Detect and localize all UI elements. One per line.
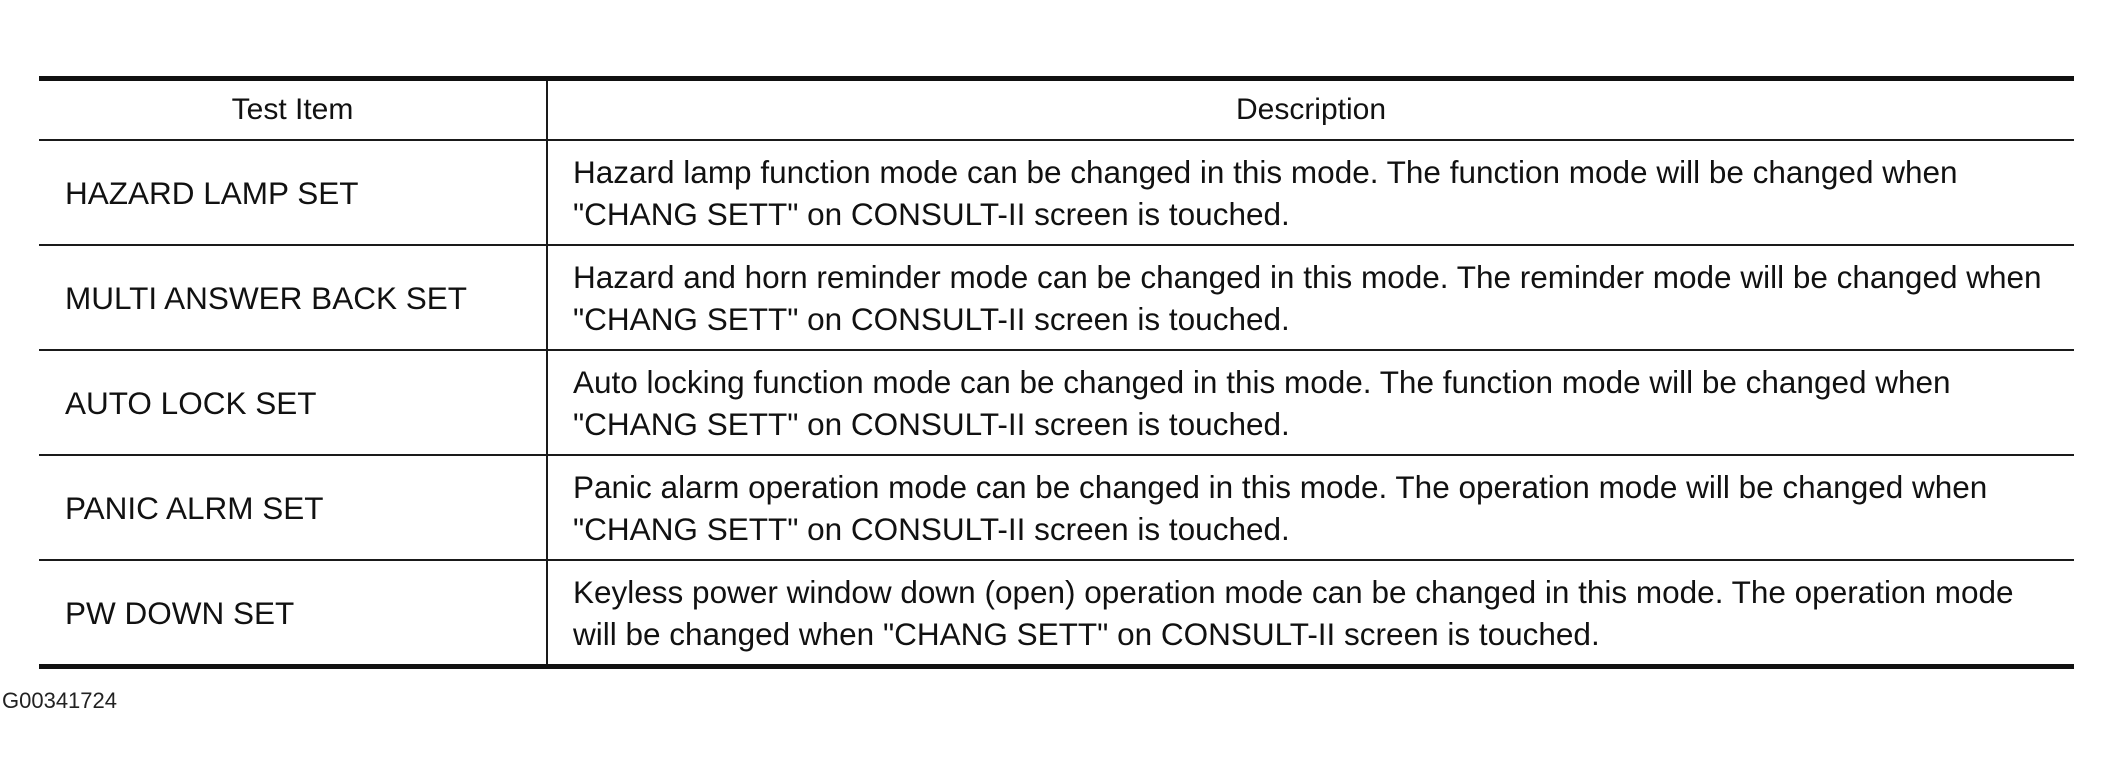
table-row — [39, 350, 2074, 455]
figure-id: G00341724 — [2, 688, 117, 713]
table-header-row — [39, 79, 2074, 141]
table-row — [39, 560, 2074, 667]
table-row — [39, 455, 2074, 560]
test-item-cell: MULTI ANSWER BACK SET — [39, 245, 547, 350]
header-test-item: Test Item — [39, 79, 547, 141]
description-cell: Auto locking function mode can be changed in this mode. The function mode will be changed when "CHANG SETT" on CONSULT-II screen is touched. — [547, 350, 2074, 455]
test-item-table — [39, 76, 2074, 669]
description-cell: Panic alarm operation mode can be changed in this mode. The operation mode will be changed when "CHANG SETT" on CONSULT-II screen is touched. — [547, 455, 2074, 560]
description-cell: Hazard lamp function mode can be changed in this mode. The function mode will be changed when "CHANG SETT" on CONSULT-II screen is touched. — [547, 140, 2074, 245]
test-item-cell: PW DOWN SET — [39, 560, 547, 667]
test-item-cell: HAZARD LAMP SET — [39, 140, 547, 245]
table-row — [39, 245, 2074, 350]
test-item-cell: AUTO LOCK SET — [39, 350, 547, 455]
header-description: Description — [547, 79, 2074, 141]
test-item-cell: PANIC ALRM SET — [39, 455, 547, 560]
description-cell: Keyless power window down (open) operation mode can be changed in this mode. The operation mode will be changed when "CHANG SETT" on CONSULT-II screen is touched. — [547, 560, 2074, 667]
description-cell: Hazard and horn reminder mode can be changed in this mode. The reminder mode will be changed when "CHANG SETT" on CONSULT-II screen is touched. — [547, 245, 2074, 350]
table-row — [39, 140, 2074, 245]
